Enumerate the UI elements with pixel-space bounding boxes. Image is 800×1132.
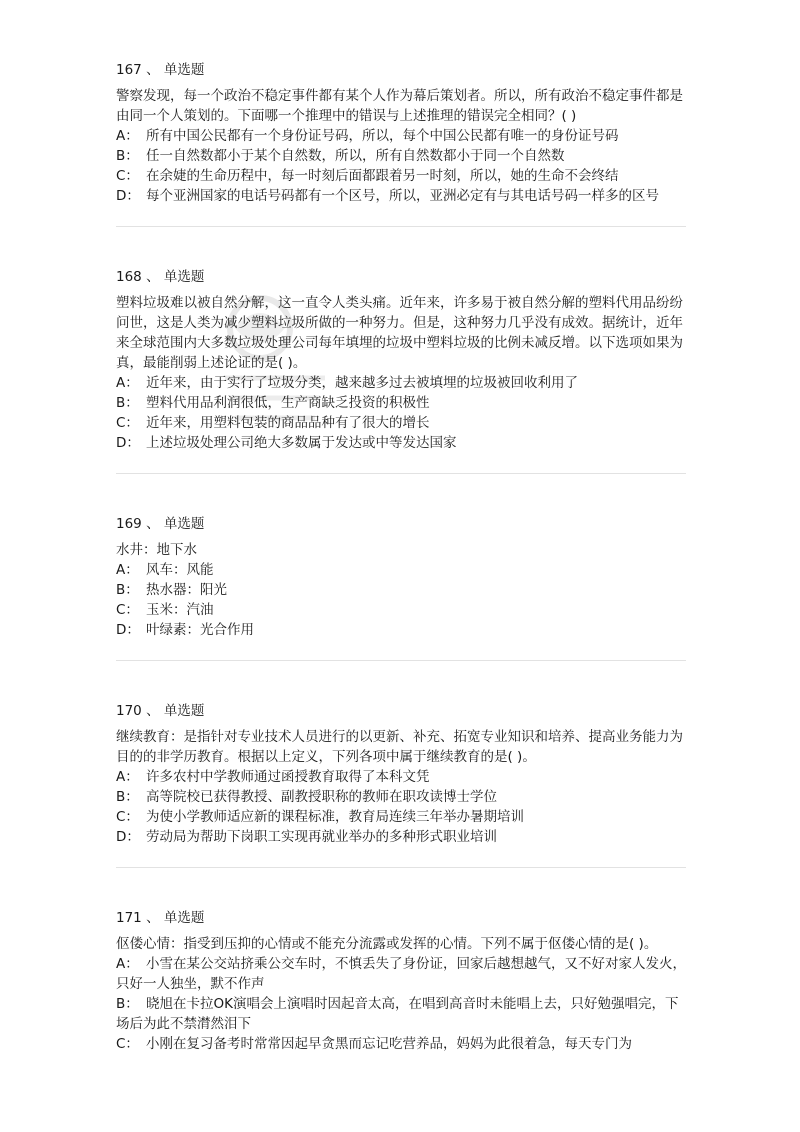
- option-text: 任一自然数都小于某个自然数，所以，所有自然数都小于同一个自然数: [146, 148, 565, 164]
- option-c: [116, 1034, 686, 1054]
- question-number: 171: [116, 910, 142, 926]
- option-text: 在余婕的生命历程中，每一时刻后面都跟着另一时刻，所以，她的生命不会终结: [146, 168, 619, 184]
- option-letter: D：: [116, 188, 140, 204]
- question-separator: 、: [146, 62, 160, 78]
- question-stem: 警察发现，每一个政治不稳定事件都有某个人作为幕后策划者。所以，所有政治不稳定事件都是由同一个人策划的。下面哪一个推理中的错误与上述推理的错误完全相同？( ): [116, 88, 683, 124]
- option-d: [116, 827, 686, 847]
- option-text: 小刚在复习备考时常常因起早贪黑而忘记吃营养品，妈妈为此很着急，每天专门为: [146, 1036, 632, 1052]
- question-header: [116, 514, 686, 534]
- option-b: [116, 787, 686, 807]
- option-letter: B：: [116, 789, 139, 805]
- option-text: 每个亚洲国家的电话号码都有一个区号，所以，亚洲必定有与其电话号码一样多的区号: [146, 188, 659, 204]
- option-letter: A：: [116, 375, 139, 391]
- question-separator: 、: [146, 703, 160, 719]
- question-number: 170: [116, 703, 142, 719]
- option-b: [116, 393, 686, 413]
- option-letter: B：: [116, 996, 139, 1012]
- option-c: [116, 807, 686, 827]
- option-letter: C：: [116, 1036, 139, 1052]
- option-letter: B：: [116, 582, 139, 598]
- question-stem: 水井：地下水: [116, 542, 197, 558]
- question-number: 168: [116, 269, 142, 285]
- option-a: [116, 126, 686, 146]
- divider: [116, 660, 686, 661]
- option-text: 玉米：汽油: [146, 602, 214, 618]
- question-stem: 伛偻心情：指受到压抑的心情或不能充分流露或发挥的心情。下列不属于伛偻心情的是( )。: [116, 936, 658, 952]
- option-a: [116, 767, 686, 787]
- document-page: [116, 60, 686, 1054]
- divider: [116, 226, 686, 227]
- question-separator: 、: [146, 910, 160, 926]
- option-text: 劳动局为帮助下岗职工实现再就业举办的多种形式职业培训: [146, 829, 497, 845]
- option-d: [116, 433, 686, 453]
- option-letter: A：: [116, 956, 139, 972]
- question-separator: 、: [146, 269, 160, 285]
- option-text: 晓旭在卡拉OK演唱会上演唱时因起音太高，在唱到高音时未能唱上去，只好勉强唱完，下场后为此不禁潸然泪下: [116, 996, 679, 1032]
- option-a: [116, 560, 686, 580]
- question-number: 169: [116, 516, 142, 532]
- question-type: 单选题: [163, 910, 205, 926]
- option-letter: C：: [116, 168, 139, 184]
- option-text: 叶绿素：光合作用: [146, 622, 254, 638]
- option-text: 热水器：阳光: [146, 582, 227, 598]
- question-header: [116, 60, 686, 80]
- option-letter: D：: [116, 829, 140, 845]
- question-type: 单选题: [163, 62, 205, 78]
- option-c: [116, 166, 686, 186]
- option-b: [116, 994, 686, 1034]
- option-text: 塑料代用品利润很低，生产商缺乏投资的积极性: [146, 395, 430, 411]
- option-text: 风车：风能: [146, 562, 214, 578]
- option-d: [116, 186, 686, 206]
- option-b: [116, 146, 686, 166]
- option-c: [116, 413, 686, 433]
- option-letter: C：: [116, 602, 139, 618]
- question-170: [116, 701, 686, 847]
- question-stem: 塑料垃圾难以被自然分解，这一直令人类头痛。近年来，许多易于被自然分解的塑料代用品纷纷问世，这是人类为减少塑料垃圾所做的一种努力。但是，这种努力几乎没有成效。据统计，近年来全球范围内大多数垃圾处理公司每年填埋的垃圾中塑料垃圾的比例未减反增。以下选项如果为真，最能削弱上述论证的是( )。: [116, 295, 683, 371]
- question-type: 单选题: [163, 703, 205, 719]
- option-text: 上述垃圾处理公司绝大多数属于发达或中等发达国家: [146, 435, 457, 451]
- question-type: 单选题: [163, 269, 205, 285]
- question-169: [116, 514, 686, 640]
- question-171: [116, 908, 686, 1054]
- option-d: [116, 620, 686, 640]
- question-separator: 、: [146, 516, 160, 532]
- option-letter: D：: [116, 435, 140, 451]
- option-text: 小雪在某公交站挤乘公交车时，不慎丢失了身份证，回家后越想越气，又不好对家人发火，只好一人独坐，默不作声: [116, 956, 686, 992]
- option-text: 近年来，用塑料包装的商品品种有了很大的增长: [146, 415, 430, 431]
- option-b: [116, 580, 686, 600]
- question-number: 167: [116, 62, 142, 78]
- option-a: [116, 373, 686, 393]
- question-stem: 继续教育：是指针对专业技术人员进行的以更新、补充、拓宽专业知识和培养、提高业务能力为目的的非学历教育。根据以上定义，下列各项中属于继续教育的是( )。: [116, 729, 683, 765]
- option-letter: A：: [116, 128, 139, 144]
- option-letter: A：: [116, 769, 139, 785]
- option-c: [116, 600, 686, 620]
- divider: [116, 867, 686, 868]
- option-text: 许多农村中学教师通过函授教育取得了本科文凭: [146, 769, 430, 785]
- option-text: 所有中国公民都有一个身份证号码，所以，每个中国公民都有唯一的身份证号码: [146, 128, 619, 144]
- divider: [116, 473, 686, 474]
- question-header: [116, 908, 686, 928]
- question-type: 单选题: [163, 516, 205, 532]
- option-letter: B：: [116, 395, 139, 411]
- option-letter: C：: [116, 415, 139, 431]
- option-letter: C：: [116, 809, 139, 825]
- option-text: 高等院校已获得教授、副教授职称的教师在职攻读博士学位: [146, 789, 497, 805]
- option-text: 为使小学教师适应新的课程标准，教育局连续三年举办暑期培训: [146, 809, 524, 825]
- option-text: 近年来，由于实行了垃圾分类，越来越多过去被填埋的垃圾被回收利用了: [146, 375, 578, 391]
- question-header: [116, 267, 686, 287]
- option-letter: B：: [116, 148, 139, 164]
- question-167: [116, 60, 686, 206]
- option-letter: D：: [116, 622, 140, 638]
- question-168: [116, 267, 686, 453]
- question-header: [116, 701, 686, 721]
- option-letter: A：: [116, 562, 139, 578]
- option-a: [116, 954, 686, 994]
